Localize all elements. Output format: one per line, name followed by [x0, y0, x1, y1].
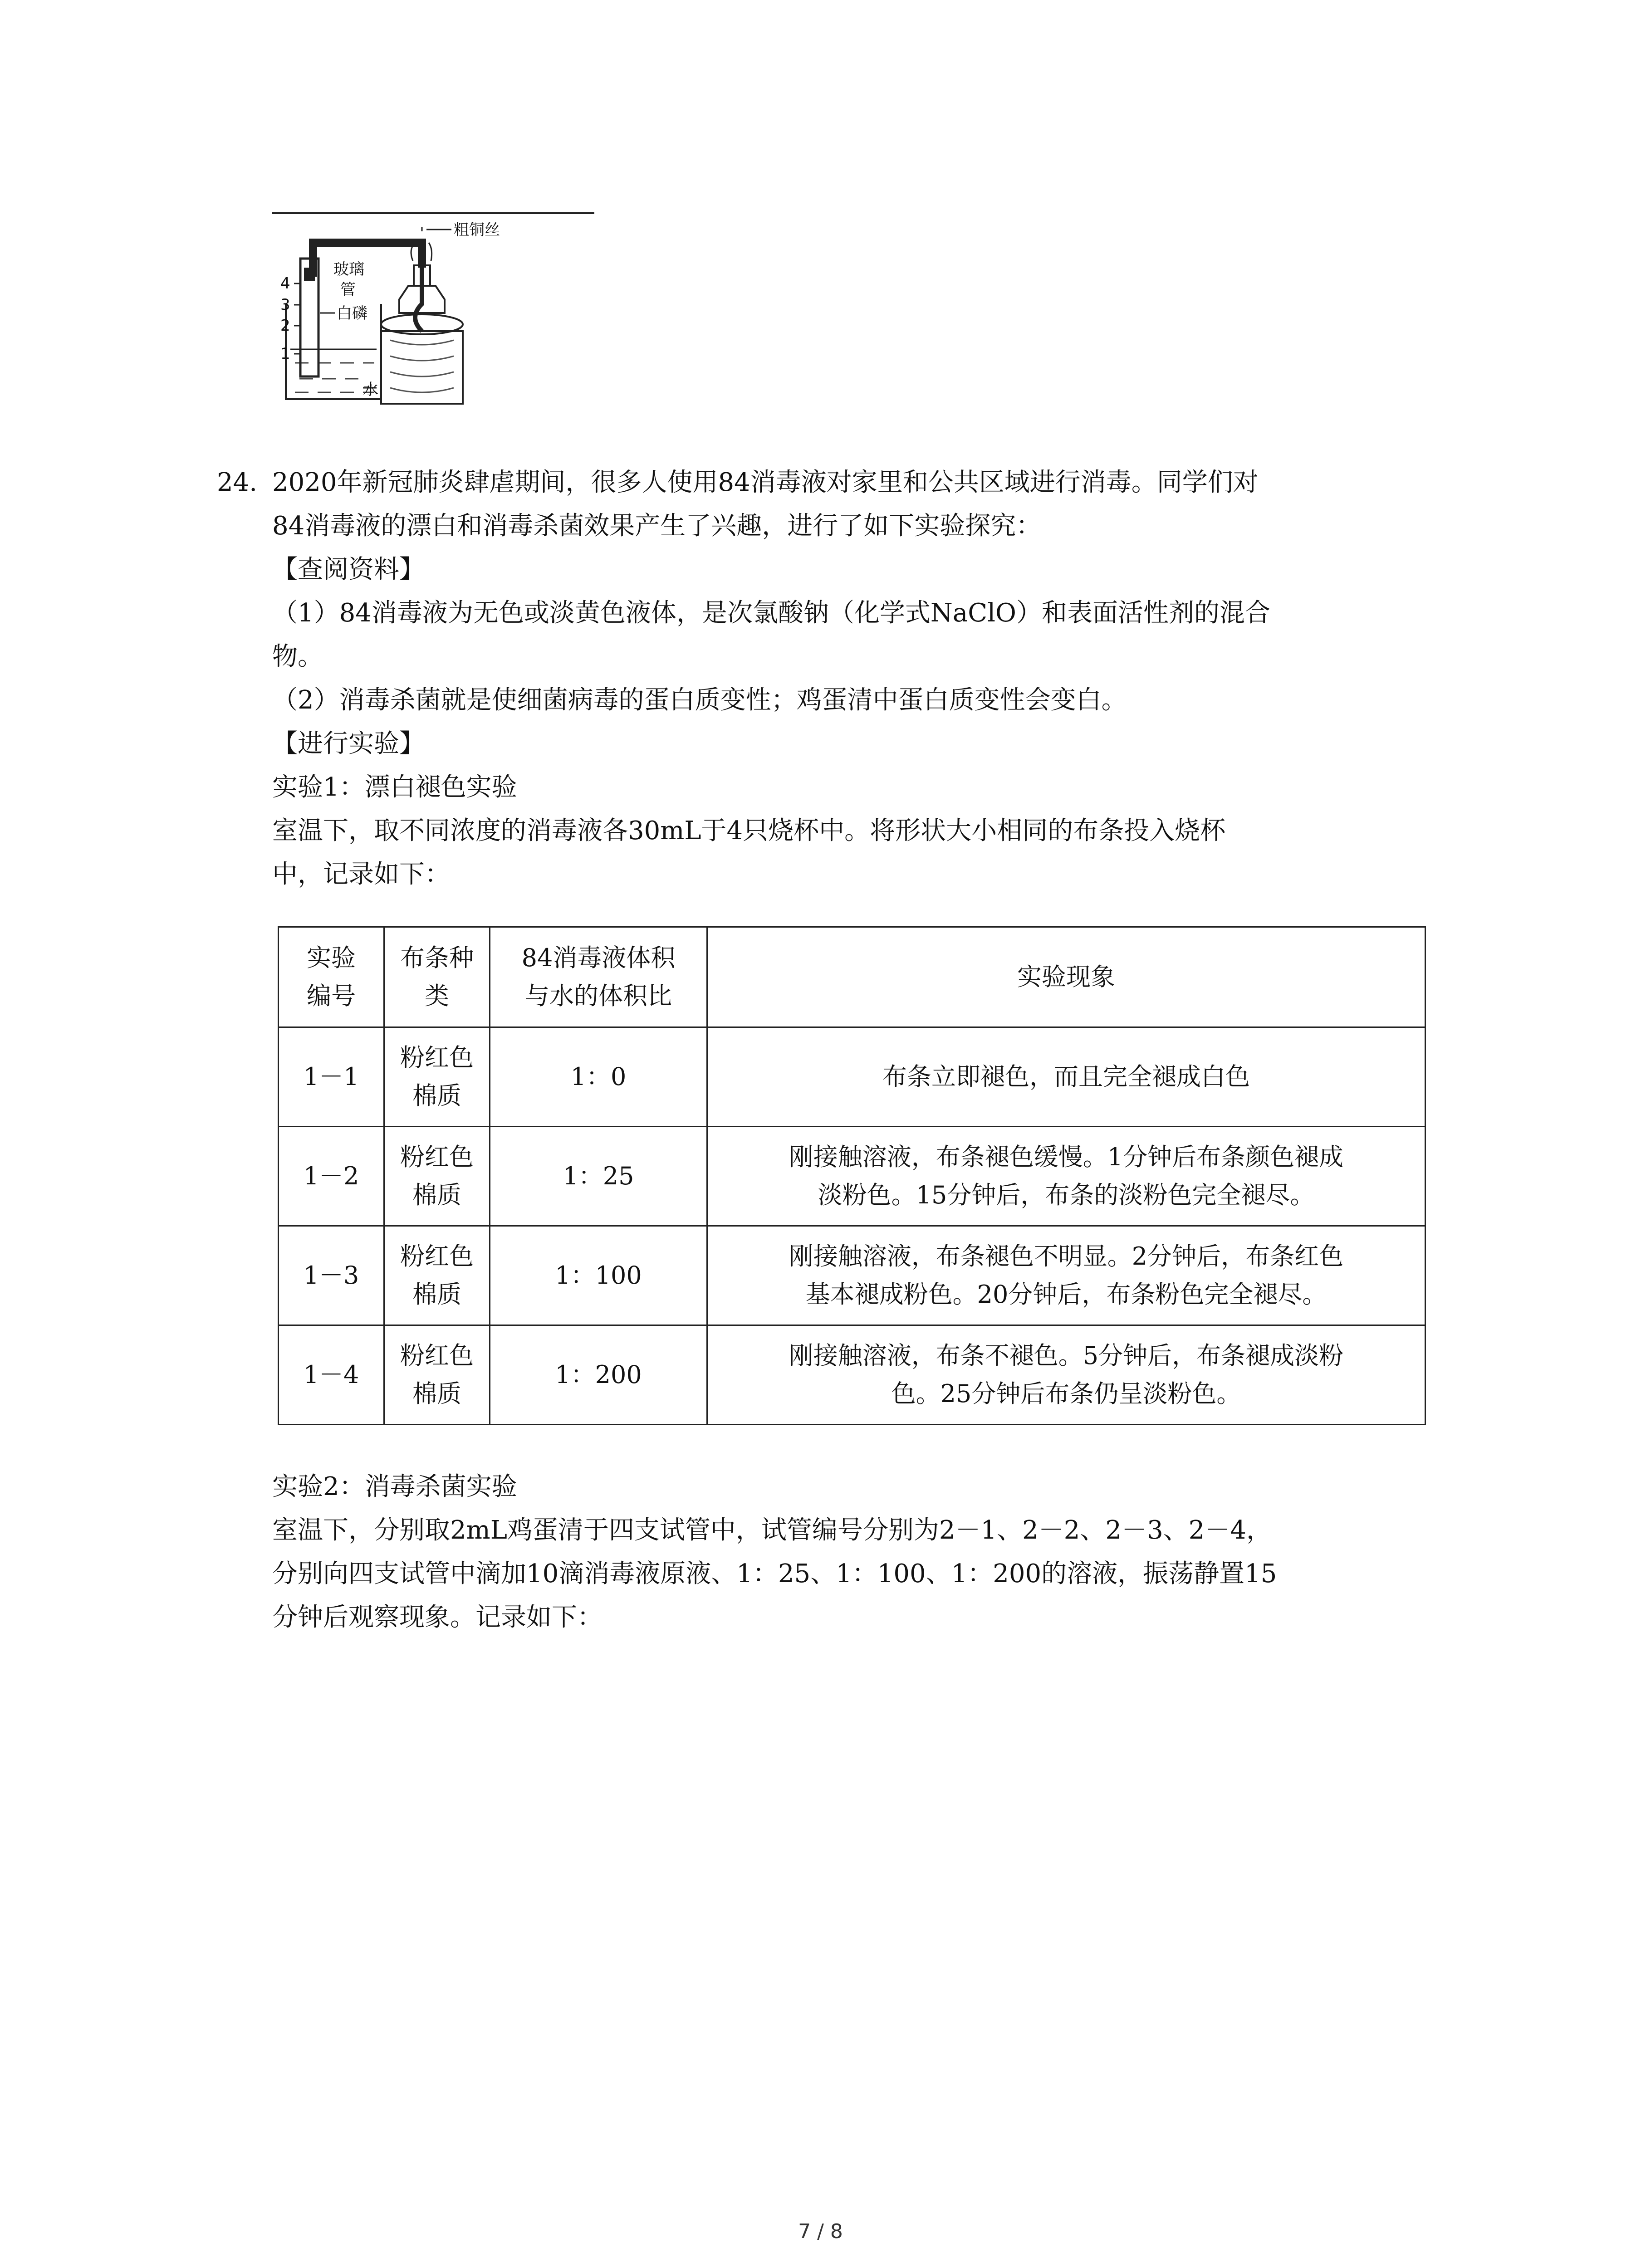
cell-type: 粉红色 棉质: [384, 1127, 490, 1226]
scale-label-3: 3: [280, 296, 290, 314]
cell-type: 粉红色 棉质: [384, 1325, 490, 1425]
table-header-row: [279, 927, 1425, 1027]
experiment2-heading: 实验2：消毒杀菌实验: [272, 1472, 517, 1501]
label-glass-2: 管: [340, 281, 356, 299]
question-line: 中，记录如下：: [272, 860, 450, 889]
question-line: 室温下，取不同浓度的消毒液各30mL于4只烧杯中。将形状大小相同的布条投入烧杯: [272, 816, 1226, 846]
cell-result: 布条立即褪色，而且完全褪成白色: [707, 1027, 1425, 1127]
question-line: 实验1：漂白褪色实验: [272, 772, 517, 802]
cell-result: 刚接触溶液，布条褪色不明显。2分钟后，布条红色 基本褪成粉色。20分钟后，布条粉色完全褪尽。: [707, 1226, 1425, 1325]
question-line: 物。: [272, 642, 323, 671]
scale-label-2: 2: [280, 317, 290, 335]
experiment2-line: 室温下，分别取2mL鸡蛋清于四支试管中，试管编号分别为2－1、2－2、2－3、2－4，: [272, 1515, 1272, 1545]
cell-type: 粉红色 棉质: [384, 1027, 490, 1127]
table-row: [279, 1226, 1425, 1325]
question-line: （2）消毒杀菌就是使细菌病毒的蛋白质变性；鸡蛋清中蛋白质变性会变白。: [272, 685, 1127, 715]
section-heading-experiment: 【进行实验】: [272, 729, 425, 758]
label-white-phosphorus: 白磷: [337, 304, 367, 323]
cell-ratio: 1：25: [490, 1127, 707, 1226]
experiment2-line: 分钟后观察现象。记录如下：: [272, 1603, 603, 1632]
apparatus-diagram: [272, 200, 617, 413]
question-line: （1）84消毒液为无色或淡黄色液体，是次氯酸钠（化学式NaClO）和表面活性剂的混合: [272, 598, 1270, 628]
table-row: [279, 1027, 1425, 1127]
question-body: [272, 461, 1452, 896]
experiment1-table: [278, 926, 1426, 1425]
section-heading-references: 【查阅资料】: [272, 555, 425, 584]
cell-id: 1－1: [279, 1027, 384, 1127]
header-cell-ratio: 84消毒液体积 与水的体积比: [490, 927, 707, 1027]
cell-id: 1－2: [279, 1127, 384, 1226]
page-number: 7 / 8: [798, 2220, 843, 2243]
label-copper-wire: 粗铜丝: [454, 221, 500, 239]
question-line: 84消毒液的漂白和消毒杀菌效果产生了兴趣，进行了如下实验探究：: [272, 511, 1042, 541]
experiment2-body: [272, 1465, 1452, 1639]
table-row: [279, 1325, 1425, 1425]
cell-id: 1－3: [279, 1226, 384, 1325]
table-row: [279, 1127, 1425, 1226]
scale-label-1: 1: [280, 345, 290, 363]
label-glass-1: 玻璃: [333, 260, 364, 279]
header-cell-type: 布条种 类: [384, 927, 490, 1027]
scale-label-4: 4: [280, 274, 290, 293]
cell-type: 粉红色 棉质: [384, 1226, 490, 1325]
question-number: 24.: [217, 468, 258, 497]
cell-ratio: 1：100: [490, 1226, 707, 1325]
cell-result: 刚接触溶液，布条褪色缓慢。1分钟后布条颜色褪成 淡粉色。15分钟后，布条的淡粉色完全褪尽。: [707, 1127, 1425, 1226]
label-water: 水: [363, 381, 378, 399]
header-cell-result: 实验现象: [707, 927, 1425, 1027]
apparatus-figure: [272, 200, 617, 413]
question-line: 2020年新冠肺炎肆虐期间，很多人使用84消毒液对家里和公共区域进行消毒。同学们对: [272, 468, 1259, 497]
experiment2-line: 分别向四支试管中滴加10滴消毒液原液、1：25、1：100、1：200的溶液，振荡静置15: [272, 1559, 1277, 1589]
cell-ratio: 1：200: [490, 1325, 707, 1425]
cell-result: 刚接触溶液，布条不褪色。5分钟后，布条褪成淡粉 色。25分钟后布条仍呈淡粉色。: [707, 1325, 1425, 1425]
cell-id: 1－4: [279, 1325, 384, 1425]
header-cell-id: 实验 编号: [279, 927, 384, 1027]
cell-ratio: 1：0: [490, 1027, 707, 1127]
